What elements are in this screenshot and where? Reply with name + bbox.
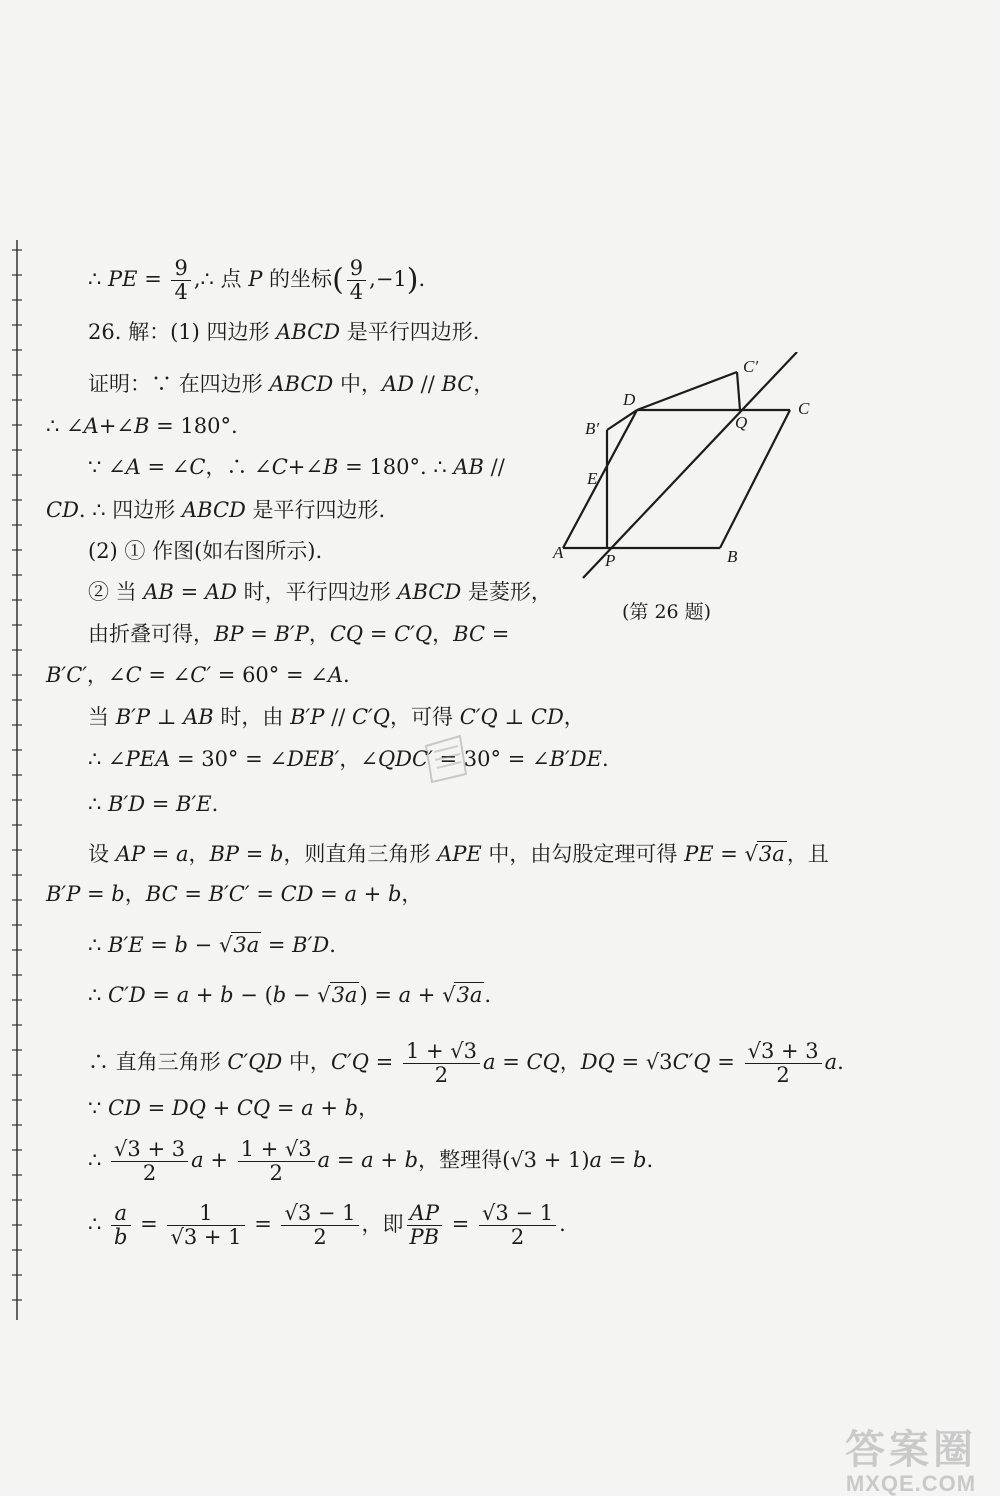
solution-line-7: (2) ① 作图(如右图所示). — [88, 539, 323, 563]
solution-line-19: ∵ CD = DQ + CQ = a + b， — [88, 1096, 380, 1120]
label-P: P — [605, 551, 616, 570]
segment-C-prime-Q — [737, 372, 740, 410]
label-C: C — [798, 399, 810, 418]
label-Q: Q — [735, 413, 748, 432]
solution-line-12: ∴ ∠PEA = 30° = ∠DEB′，∠QDC′ = 30° = ∠B′DE. — [88, 747, 609, 771]
solution-line-1: ∴ PE = $\frac{9}{4}$ ,∴ 点 P 的坐标( $\frac{9}{4}$ ,−1). — [88, 256, 426, 305]
faint-stamp-mark — [420, 728, 472, 788]
label-B-prime: B′ — [585, 419, 600, 438]
fraction-9-4: $\frac{9}{4}$ — [171, 257, 190, 304]
segment-D-C-prime — [637, 372, 737, 410]
label-E: E — [587, 469, 598, 488]
figure-caption: (第 26 题) — [622, 601, 712, 623]
solution-line-10: B′C′，∠C = ∠C′ = 60° = ∠A. — [46, 663, 350, 687]
fraction-root3-plus-3-over-2: $\frac{√3 + 3}{2}$ — [745, 1040, 822, 1087]
problem-26-heading: 26. 解：(1) 四边形 ABCD 是平行四边形. — [88, 320, 480, 344]
binding-margin-line — [0, 240, 34, 1320]
solution-line-5: ∵ ∠A = ∠C，∴ ∠C+∠B = 180°. ∴ AB // — [88, 455, 505, 479]
solution-line-3: 证明：∵ 在四边形 ABCD 中，AD // BC， — [88, 372, 495, 396]
solution-line-15: B′P = b，BC = B′C′ = CD = a + b， — [46, 882, 423, 906]
label-B: B — [727, 547, 738, 566]
label-A: A — [553, 543, 564, 562]
solution-line-13: ∴ B′D = B′E. — [88, 792, 219, 816]
segment-AD — [563, 410, 637, 548]
solution-line-21: ∴ $\frac{a}{b}$ = $\frac{1}{√3 + 1}$ = $\frac{√3 - 1}{2}$ ，即 $\frac{AP}{PB}$ = $\frac{√3 - 1}{2}$ . — [88, 1201, 566, 1250]
fold-line-PQ — [583, 352, 797, 578]
solution-line-20: ∴ $\frac{√3 + 3}{2}$ a + $\frac{1 + √3}{2}$ a = a + b，整理得(√3 + 1)a = b. — [88, 1137, 654, 1186]
solution-line-11: 当 B′P ⊥ AB 时，由 B′P // C′Q，可得 C′Q ⊥ CD， — [88, 705, 585, 729]
solution-line-6: CD. ∴ 四边形 ABCD 是平行四边形. — [46, 498, 386, 522]
solution-line-9: 由折叠可得，BP = B′P，CQ = C′Q，BC = — [88, 622, 510, 646]
watermark — [845, 1428, 977, 1496]
geometry-figure-26 — [545, 352, 820, 580]
solution-line-17: ∴ C′D = a + b − (b − √3a) = a + √3a. — [88, 983, 492, 1007]
watermark-url: MXQE.COM — [845, 1471, 977, 1496]
solution-line-18: ∴ 直角三角形 C′QD 中，C′Q = $\frac{1 + √3}{2}$ a = CQ，DQ = √3C′Q = $\frac{√3 + 3}{2}$ a. — [88, 1039, 844, 1088]
solution-line-4: ∴ ∠A+∠B = 180°. — [46, 414, 238, 438]
fraction-1-plus-root3-over-2: $\frac{1 + √3}{2}$ — [403, 1040, 480, 1087]
label-C-prime: C′ — [743, 357, 759, 376]
segment-BC — [720, 410, 790, 548]
solution-line-14: 设 AP = a，BP = b，则直角三角形 APE 中，由勾股定理可得 PE = √3a，且 — [88, 842, 829, 866]
watermark-title: 答案圈 — [845, 1428, 977, 1472]
solution-line-16: ∴ B′E = b − √3a = B′D. — [88, 933, 336, 957]
label-D: D — [623, 390, 636, 409]
solution-line-8: ② 当 AB = AD 时，平行四边形 ABCD 是菱形， — [88, 580, 552, 604]
